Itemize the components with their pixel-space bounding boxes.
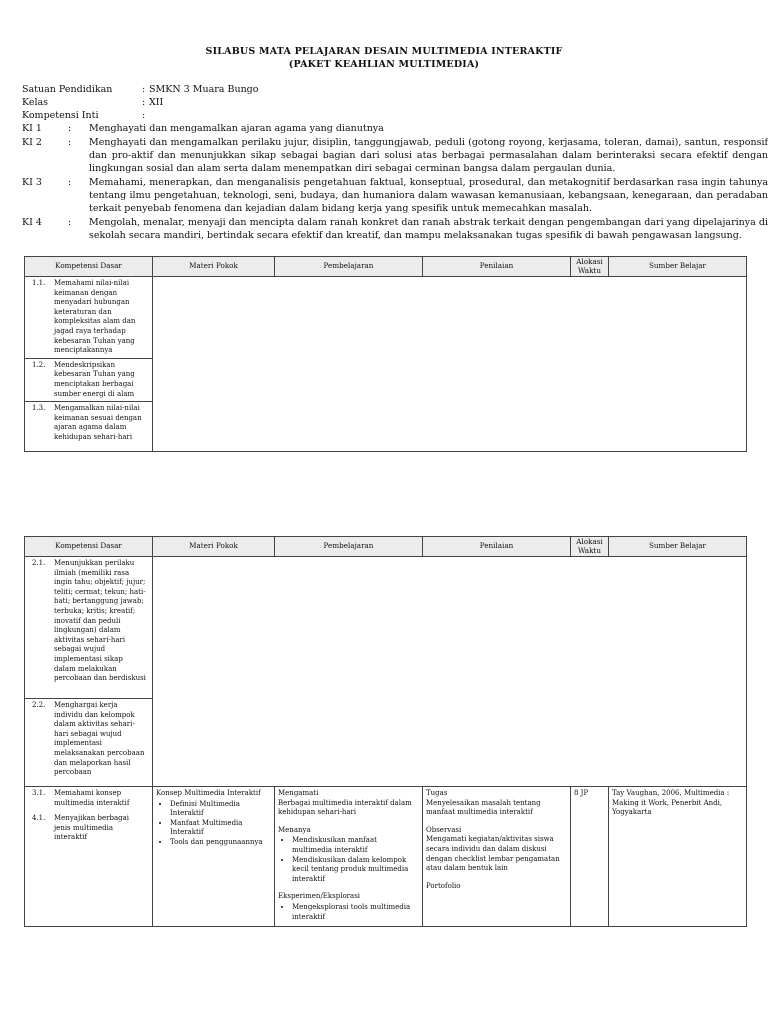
list-item: • Mendiskusikan dalam kelompok kecil tentang produk multimedia interaktif <box>292 856 419 885</box>
info-label: Satuan Pendidikan <box>22 84 113 95</box>
kd-number: 1.3. <box>32 404 46 413</box>
empty-cell <box>153 277 747 452</box>
alokasi-value: 8 JP <box>574 789 589 797</box>
kd-cell <box>25 277 153 359</box>
header-penilaian: Penilaian <box>423 537 571 557</box>
table-header-row <box>25 257 747 277</box>
info-value: XII <box>149 97 164 108</box>
kd-cell <box>25 557 153 699</box>
empty-cell <box>153 557 747 787</box>
kd-cell <box>25 699 153 787</box>
header-materi-pokok: Materi Pokok <box>153 537 275 557</box>
syllabus-table-1 <box>24 256 747 452</box>
header-sumber-belajar: Sumber Belajar <box>609 537 747 557</box>
ki-code: KI 1 <box>22 123 42 134</box>
section-title: Tugas <box>426 789 448 797</box>
section-text: Berbagai multimedia interaktif dalam kehidupan sehari-hari <box>278 798 412 817</box>
kd-number: 4.1. <box>32 814 46 823</box>
list-item: • Mengeksplorasi tools multimedia interaktif <box>292 903 419 922</box>
header-alokasi-waktu: Alokasi Waktu <box>571 257 609 277</box>
section-text: Menyelesaikan masalah tentang manfaat multimedia interaktif <box>426 798 541 817</box>
section-title: Menanya <box>278 825 311 834</box>
section-title: Observasi <box>426 825 462 834</box>
header-kompetensi-dasar: Kompetensi Dasar <box>25 257 153 277</box>
table-row <box>25 787 747 927</box>
section-title: Portofolio <box>426 881 461 890</box>
header-materi-pokok: Materi Pokok <box>153 257 275 277</box>
kd-text: Menyajikan berbagai jenis multimedia interaktif <box>54 814 130 842</box>
kd-number: 2.2. <box>32 701 46 709</box>
ki-text: Menghayati dan mengamalkan perilaku jujur, disiplin, tanggungjawab, peduli (gotong royong, kerjasama, toleran, damai), santun, responsif dan pro-aktif dan menunjukkan sikap sebagai bagian dari solusi atas berbagai permasalahan dalam berinteraksi secara efektif dengan lingkungan sosial dan alam serta dalam menempatkan diri sebagai cerminan bangsa dalam pergaulan dunia. <box>89 137 768 174</box>
kd-number: 1.1. <box>32 279 46 287</box>
list-item: • Manfaat Multimedia Interaktif <box>170 819 271 838</box>
info-value: SMKN 3 Muara Bungo <box>149 84 259 95</box>
ki-text: Mengolah, menalar, menyaji dan mencipta dalam ranah konkret dan ranah abstrak terkait dengan pengembangan dari yang dipelajarinya di sekolah secara mandiri, bertindak secara efektif dan kreatif, dan mampu melaksanakan tugas spesifik di bawah pengawasan langsung. <box>89 217 768 241</box>
table-row <box>25 557 747 699</box>
header-penilaian: Penilaian <box>423 257 571 277</box>
pembelajaran-cell <box>275 787 423 927</box>
ki-code: KI 3 <box>22 177 42 188</box>
kd-cell <box>25 358 153 401</box>
info-label: Kelas <box>22 97 49 108</box>
penilaian-cell <box>423 787 571 927</box>
kd-number: 1.2. <box>32 360 46 369</box>
header-pembelajaran: Pembelajaran <box>275 537 423 557</box>
kd-cell <box>25 402 153 452</box>
info-label: Kompetensi Inti <box>22 110 99 121</box>
list-item: • Tools dan penggunaannya <box>170 838 271 848</box>
document-subtitle: (PAKET KEAHLIAN MULTIMEDIA) <box>288 59 480 70</box>
list-item: • Definisi Multimedia Interaktif <box>170 800 271 819</box>
ki-text: Menghayati dan mengamalkan ajaran agama yang dianutnya <box>89 123 384 134</box>
materi-cell <box>153 787 275 927</box>
alokasi-cell <box>571 787 609 927</box>
table-header-row <box>25 537 747 557</box>
header-sumber-belajar: Sumber Belajar <box>609 257 747 277</box>
kd-number: 3.1. <box>32 789 46 797</box>
kd-text: Memahami nilai-nilai keimanan dengan menyadari hubungan keteraturan dan kompleksitas alam dan jagad raya terhadap kebesaran Tuhan yang menciptakannya <box>54 279 136 355</box>
header-kompetensi-dasar: Kompetensi Dasar <box>25 537 153 557</box>
materi-title: Konsep Multimedia Interaktif <box>156 789 261 797</box>
header-pembelajaran: Pembelajaran <box>275 257 423 277</box>
section-title: Eksperimen/Eksplorasi <box>278 892 361 901</box>
syllabus-table-2 <box>24 536 747 927</box>
ki-text: Memahami, menerapkan, dan menganalisis pengetahuan faktual, konseptual, prosedural, dan metakognitif berdasarkan rasa ingin tahunya tentang ilmu pengetahuan, teknologi, seni, budaya, dan humaniora dalam wawasan kemanusiaan, kebangsaan, kenegaraan, dan peradaban terkait penyebab fenomena dan kejadian dalam bidang kerja yang spesifik untuk memecahkan masalah. <box>89 177 768 214</box>
sumber-value: Tay Vaughan, 2006, Multimedia : Making it Work, Penerbit Andi, Yogyakarta <box>612 789 730 817</box>
kd-number: 2.1. <box>32 559 46 567</box>
kd-text: Menunjukkan perilaku ilmiah (memiliki rasa ingin tahu; objektif; jujur; teliti; cermat; tekun; hati-hati; bertanggung jawab; terbuka; kritis; kreatif; inovatif dan peduli lingkungan) dalam aktivitas sehari-hari sebagai wujud implementasi sikap dalam melakukan percobaan dan berdiskusi <box>54 559 146 683</box>
table-row <box>25 277 747 359</box>
header-alokasi-waktu: Alokasi Waktu <box>571 537 609 557</box>
sumber-cell <box>609 787 747 927</box>
ki-code: KI 2 <box>22 137 42 148</box>
kd-text: Memahami konsep multimedia interaktif <box>54 789 130 807</box>
section-title: Mengamati <box>278 789 319 797</box>
document-title: SILABUS MATA PELAJARAN DESAIN MULTIMEDIA INTERAKTIF <box>205 46 563 57</box>
kd-cell <box>25 787 153 927</box>
ki-code: KI 4 <box>22 217 42 228</box>
kd-text: Mengamalkan nilai-nilai keimanan sesuai dengan ajaran agama dalam kehidupan sehari-hari <box>54 404 142 441</box>
section-text: Mengamati kegiatan/aktivitas siswa secara individu dan dalam diskusi dengan checklist lembar pengamatan atau dalam bentuk lain <box>426 835 560 873</box>
kd-text: Mendeskripsikan kebesaran Tuhan yang menciptakan berbagai sumber energi di alam <box>54 360 135 398</box>
kd-text: Menghargai kerja individu dan kelompok dalam aktivitas sehari-hari sebagai wujud implementasi melaksanakan percobaan dan melaporkan hasil percobaan <box>54 701 145 777</box>
list-item: • Mendiskusikan manfaat multimedia interaktif <box>292 836 419 855</box>
